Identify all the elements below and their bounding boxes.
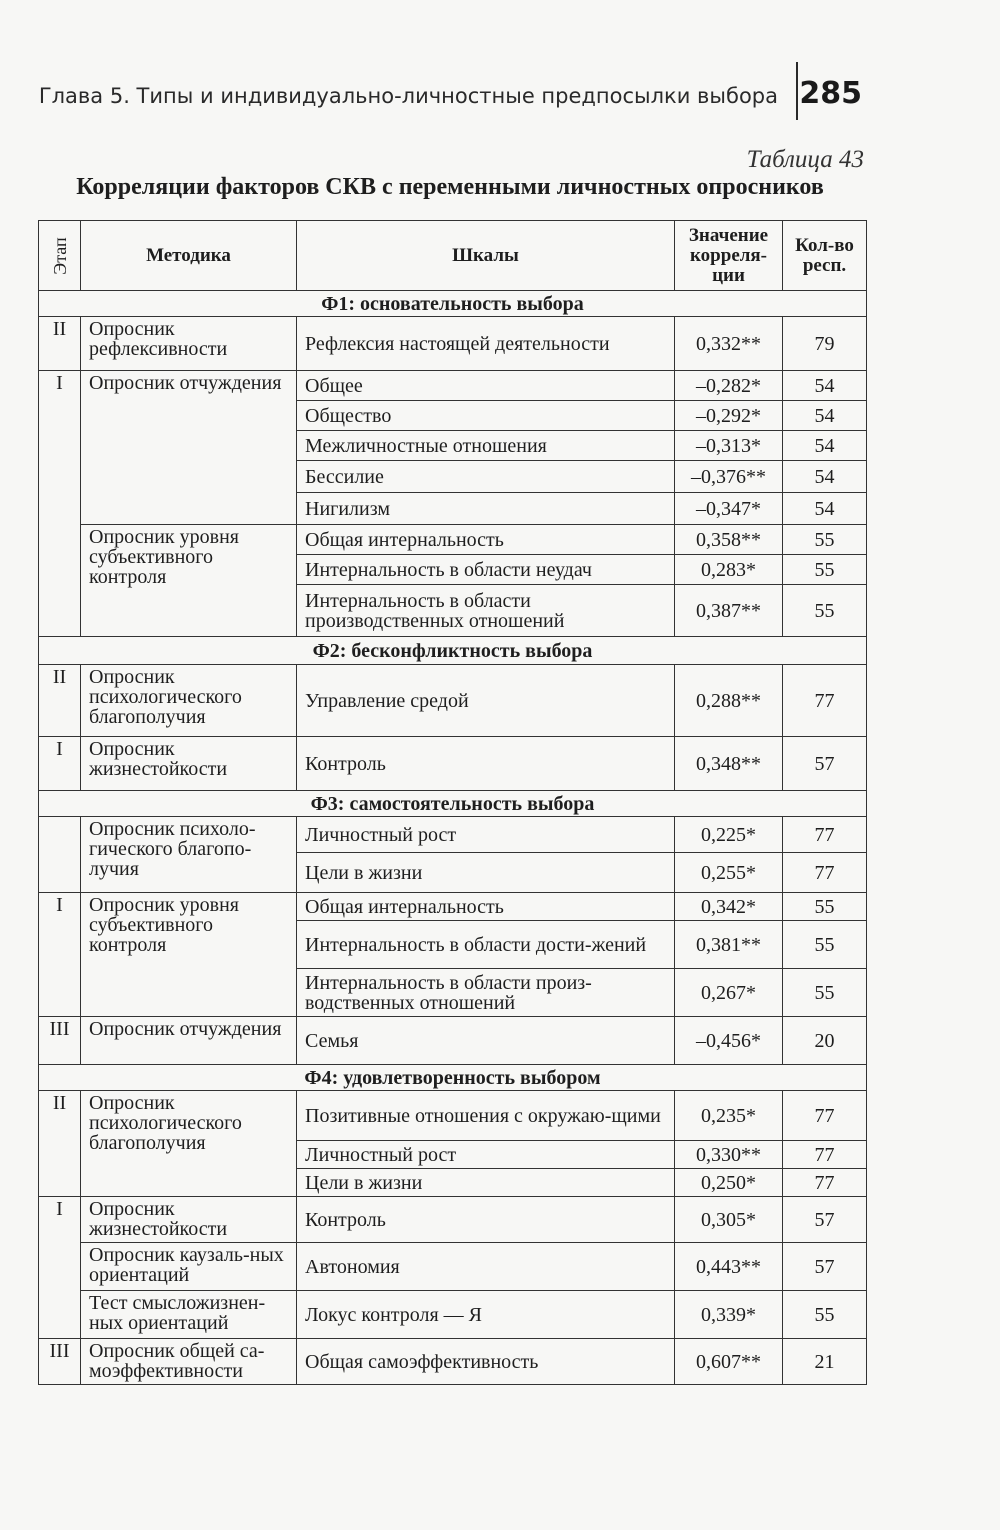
stage-cell: III [39,1017,81,1065]
stage-cell: II [39,665,81,737]
correlation-cell: 0,288** [675,665,783,737]
header-method: Методика [81,221,297,291]
header-correlation: Значение корреля-ции [675,221,783,291]
correlation-cell: –0,456* [675,1017,783,1065]
respondents-cell: 55 [783,555,867,585]
respondents-cell: 54 [783,493,867,525]
scale-cell: Семья [297,1017,675,1065]
scale-cell: Позитивные отношения с окружаю-щими [297,1091,675,1141]
stage-cell: I [39,371,81,637]
respondents-cell: 54 [783,371,867,401]
correlation-cell: –0,347* [675,493,783,525]
method-cell: Опросник психологического благополучия [81,1091,297,1197]
scale-cell: Интернальность в области неудач [297,555,675,585]
scale-cell: Личностный рост [297,817,675,853]
correlation-cell: 0,250* [675,1169,783,1197]
respondents-cell: 77 [783,853,867,893]
method-cell: Опросник отчуждения [81,1017,297,1065]
correlation-cell: 0,339* [675,1291,783,1339]
scale-cell: Общее [297,371,675,401]
method-cell: Опросник психоло-гического благопо-лучия [81,817,297,893]
method-cell: Тест смысложизнен-ных ориентаций [81,1291,297,1339]
running-header [38,62,866,122]
scale-cell: Интернальность в области дости-жений [297,921,675,969]
correlation-cell: 0,607** [675,1339,783,1385]
correlation-cell: 0,330** [675,1141,783,1169]
factor-row: Ф1: основательность выбора [39,291,867,317]
respondents-cell: 55 [783,1291,867,1339]
method-cell: Опросник отчуждения [81,371,297,525]
scale-cell: Автономия [297,1243,675,1291]
stage-cell: I [39,1197,81,1339]
respondents-cell: 57 [783,737,867,791]
header-scales: Шкалы [297,221,675,291]
correlation-cell: –0,313* [675,431,783,461]
respondents-cell: 77 [783,1169,867,1197]
scale-cell: Общая интернальность [297,525,675,555]
method-cell: Опросник уровня субъективного контроля [81,525,297,637]
scale-cell: Общая интернальность [297,893,675,921]
correlation-cell: 0,358** [675,525,783,555]
correlation-cell: 0,443** [675,1243,783,1291]
stage-cell: I [39,893,81,1017]
correlation-cell: –0,376** [675,461,783,493]
correlation-cell: 0,283* [675,555,783,585]
scale-cell: Интернальность в области производственных отношений [297,585,675,637]
correlation-cell: 0,235* [675,1091,783,1141]
correlation-cell: –0,292* [675,401,783,431]
table-title: Корреляции факторов СКВ с переменными личностных опросников [76,174,824,200]
respondents-cell: 21 [783,1339,867,1385]
correlation-cell: 0,342* [675,893,783,921]
method-cell: Опросник психологического благополучия [81,665,297,737]
method-cell: Опросник рефлексивности [81,317,297,371]
respondents-cell: 54 [783,431,867,461]
scale-cell: Нигилизм [297,493,675,525]
respondents-cell: 55 [783,525,867,555]
scale-cell: Интернальность в области произ-водственных отношений [297,969,675,1017]
correlation-cell: 0,305* [675,1197,783,1243]
respondents-cell: 77 [783,1091,867,1141]
respondents-cell: 77 [783,817,867,853]
page-number: 285 [799,76,862,111]
respondents-cell: 20 [783,1017,867,1065]
stage-cell: I [39,737,81,791]
header-respondents: Кол-во респ. [783,221,867,291]
stage-cell: II [39,317,81,371]
correlation-cell: 0,348** [675,737,783,791]
method-cell: Опросник общей са-моэффективности [81,1339,297,1385]
respondents-cell: 79 [783,317,867,371]
respondents-cell: 54 [783,461,867,493]
respondents-cell: 55 [783,921,867,969]
correlation-cell: 0,255* [675,853,783,893]
scale-cell: Локус контроля — Я [297,1291,675,1339]
respondents-cell: 57 [783,1197,867,1243]
correlation-cell: 0,267* [675,969,783,1017]
chapter-title: Глава 5. Типы и индивидуально-личностные предпосылки выбора [38,84,778,108]
scale-cell: Контроль [297,737,675,791]
scale-cell: Цели в жизни [297,853,675,893]
respondents-cell: 55 [783,893,867,921]
stage-cell: III [39,1339,81,1385]
factor-row: Ф3: самостоятельность выбора [39,791,867,817]
method-cell: Опросник уровня субъективного контроля [81,893,297,1017]
factor-row: Ф2: бесконфликтность выбора [39,637,867,665]
correlation-cell: 0,387** [675,585,783,637]
method-cell: Опросник жизнестойкости [81,737,297,791]
respondents-cell: 54 [783,401,867,431]
respondents-cell: 55 [783,585,867,637]
table-label: Таблица 43 [746,146,864,173]
correlation-cell: 0,225* [675,817,783,853]
correlation-cell: –0,282* [675,371,783,401]
scale-cell: Рефлексия настоящей деятельности [297,317,675,371]
scale-cell: Цели в жизни [297,1169,675,1197]
correlation-cell: 0,381** [675,921,783,969]
scale-cell: Управление средой [297,665,675,737]
scale-cell: Контроль [297,1197,675,1243]
method-cell: Опросник каузаль-ных ориентаций [81,1243,297,1291]
header-stage: Этап [39,221,81,291]
respondents-cell: 57 [783,1243,867,1291]
factor-row: Ф4: удовлетворенность выбором [39,1065,867,1091]
stage-cell: II [39,1091,81,1197]
header-divider [796,62,798,120]
stage-cell [39,817,81,893]
scale-cell: Межличностные отношения [297,431,675,461]
method-cell: Опросник жизнестойкости [81,1197,297,1243]
correlation-cell: 0,332** [675,317,783,371]
scale-cell: Общая самоэффективность [297,1339,675,1385]
respondents-cell: 55 [783,969,867,1017]
scale-cell: Общество [297,401,675,431]
respondents-cell: 77 [783,665,867,737]
scale-cell: Бессилие [297,461,675,493]
scale-cell: Личностный рост [297,1141,675,1169]
correlation-table [38,220,867,1385]
respondents-cell: 77 [783,1141,867,1169]
